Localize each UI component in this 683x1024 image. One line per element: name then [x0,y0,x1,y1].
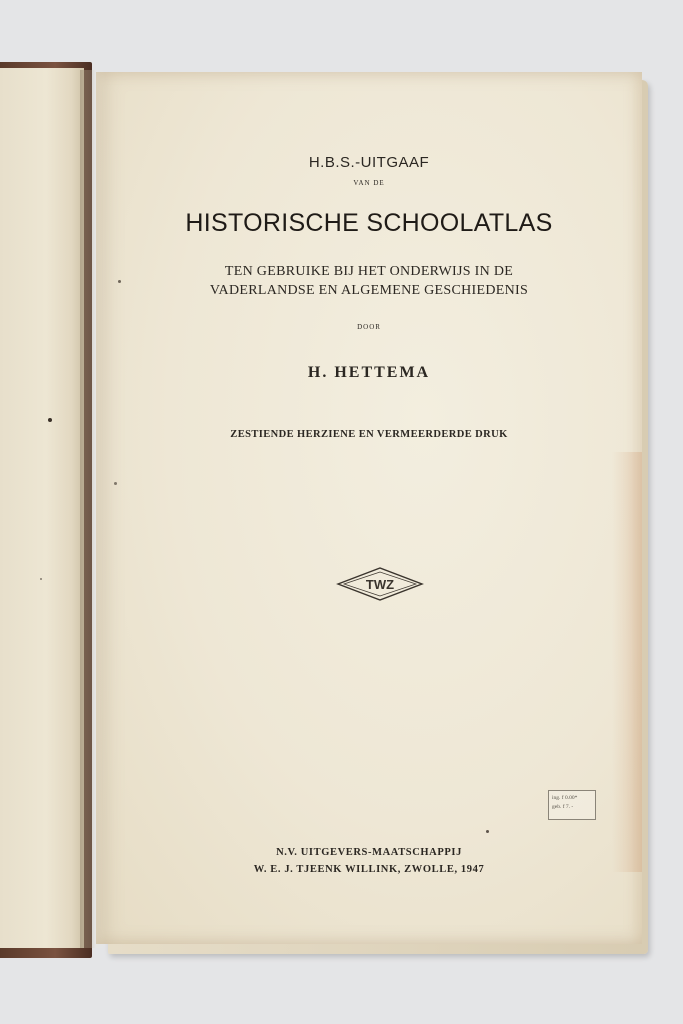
publisher-logo-text: TWZ [365,577,395,592]
ink-spot [40,578,42,580]
foxing-stain [612,452,642,872]
main-title: HISTORISCHE SCHOOLATLAS [185,209,553,237]
price-stamp [548,790,596,820]
publisher-logo [334,564,426,604]
price-stamp-line-1: ing. f 0.00* [552,795,578,801]
publisher-line-2: W. E. J. TJEENK WILLINK, ZWOLLE, 1947 [253,864,485,875]
title-page [96,72,642,944]
edition-type: H.B.S.-UITGAAF [308,154,430,171]
edition-statement: ZESTIENDE HERZIENE EN VERMEERDERDE DRUK [230,429,508,440]
ink-spot [486,830,489,833]
ink-spot [114,482,117,485]
ink-spot [118,280,121,283]
publisher [96,844,642,878]
author: H. HETTEMA [307,364,431,381]
publisher-line-1: N.V. UITGEVERS-MAATSCHAPPIJ [276,847,462,858]
left-page [0,68,84,948]
gutter-shadow [80,70,106,948]
subtitle-line-1: TEN GEBRUIKE BIJ HET ONDERWIJS IN DE [224,264,514,279]
door: DOOR [357,323,381,331]
subtitle-line-2: VADERLANDSE EN ALGEMENE GESCHIEDENIS [209,283,529,298]
subtitle [96,262,642,300]
van-de: VAN DE [353,179,385,187]
ink-spot [48,418,52,422]
price-stamp-line-2: geb. f 7. - [552,804,574,810]
